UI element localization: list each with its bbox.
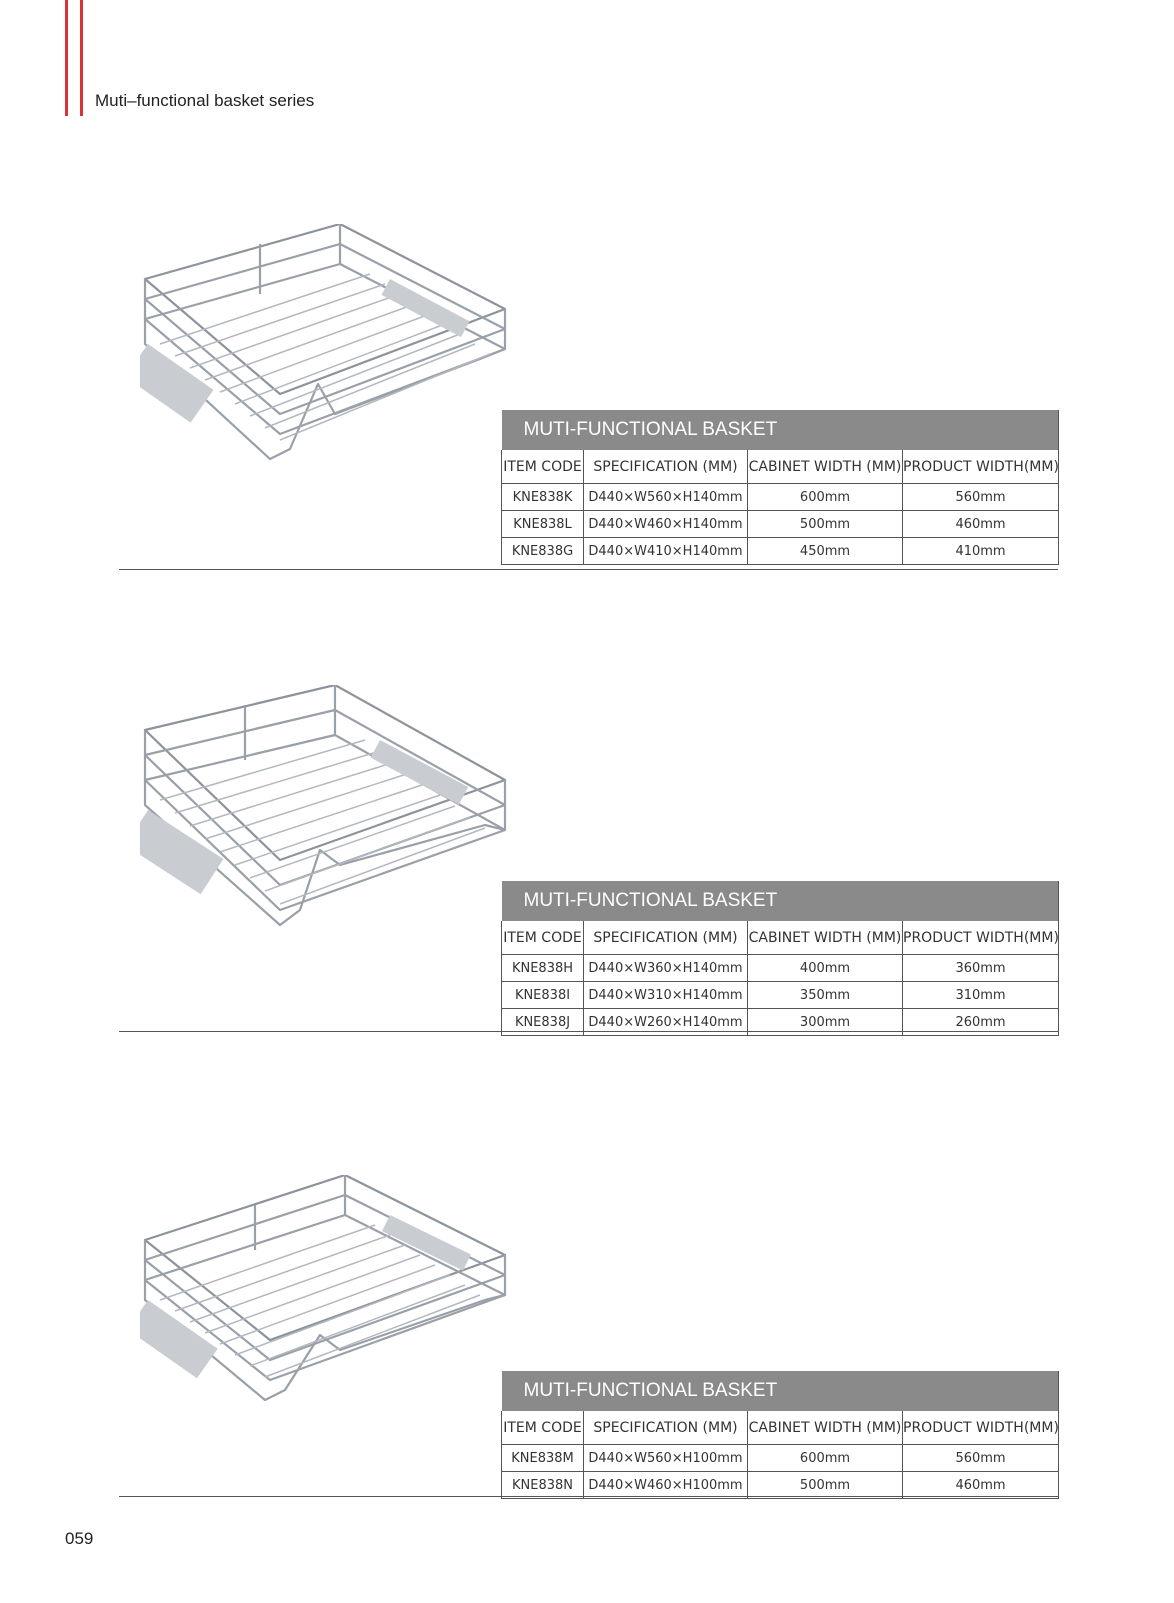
specification-cell: D440×W460×H100mm xyxy=(584,1472,748,1499)
item-code-cell: KNE838M xyxy=(502,1445,584,1472)
cabinet-width-cell: 600mm xyxy=(748,484,903,511)
cabinet-width-cell: 600mm xyxy=(748,1445,903,1472)
item-code-cell: KNE838N xyxy=(502,1472,584,1499)
column-header-cabinet-width: CABINET WIDTH (MM) xyxy=(748,1411,903,1445)
column-header-specification: SPECIFICATION (MM) xyxy=(584,450,748,484)
column-header-item-code: ITEM CODE xyxy=(502,1411,584,1445)
table-row xyxy=(502,1445,1059,1472)
specification-cell: D440×W360×H140mm xyxy=(584,955,748,982)
section-divider xyxy=(119,1496,1058,1497)
product-width-cell: 260mm xyxy=(903,1009,1059,1036)
column-header-item-code: ITEM CODE xyxy=(502,450,584,484)
cabinet-width-cell: 450mm xyxy=(748,538,903,565)
cabinet-width-cell: 500mm xyxy=(748,511,903,538)
table-row xyxy=(502,982,1059,1009)
table-title: MUTI-FUNCTIONAL BASKET xyxy=(502,881,1059,921)
column-header-item-code: ITEM CODE xyxy=(502,921,584,955)
specification-cell: D440×W260×H140mm xyxy=(584,1009,748,1036)
wire-basket-image xyxy=(140,224,514,474)
item-code-cell: KNE838I xyxy=(502,982,584,1009)
table-row xyxy=(502,538,1059,565)
column-header-specification: SPECIFICATION (MM) xyxy=(584,1411,748,1445)
product-width-cell: 460mm xyxy=(903,511,1059,538)
table-row xyxy=(502,484,1059,511)
specification-cell: D440×W560×H100mm xyxy=(584,1445,748,1472)
basket-floor-wires xyxy=(160,274,490,440)
accent-stripe-right xyxy=(80,0,83,116)
column-header-cabinet-width: CABINET WIDTH (MM) xyxy=(748,921,903,955)
table-title: MUTI-FUNCTIONAL BASKET xyxy=(502,1371,1059,1411)
spec-table xyxy=(501,881,1059,1036)
cabinet-width-cell: 400mm xyxy=(748,955,903,982)
product-width-cell: 460mm xyxy=(903,1472,1059,1499)
cabinet-width-cell: 300mm xyxy=(748,1009,903,1036)
column-header-specification: SPECIFICATION (MM) xyxy=(584,921,748,955)
specification-cell: D440×W410×H140mm xyxy=(584,538,748,565)
table-row xyxy=(502,1472,1059,1499)
page-number: 059 xyxy=(65,1529,94,1548)
table-title: MUTI-FUNCTIONAL BASKET xyxy=(502,410,1059,450)
runner-slide-left xyxy=(140,1300,218,1378)
product-width-cell: 410mm xyxy=(903,538,1059,565)
accent-stripe-left xyxy=(65,0,68,116)
item-code-cell: KNE838H xyxy=(502,955,584,982)
column-header-product-width: PRODUCT WIDTH(MM) xyxy=(903,450,1059,484)
specification-cell: D440×W560×H140mm xyxy=(584,484,748,511)
column-header-product-width: PRODUCT WIDTH(MM) xyxy=(903,1411,1059,1445)
column-header-product-width: PRODUCT WIDTH(MM) xyxy=(903,921,1059,955)
section-divider xyxy=(119,1031,1058,1032)
runner-slide-left xyxy=(140,810,223,894)
product-width-cell: 360mm xyxy=(903,955,1059,982)
runner-slide-right xyxy=(371,740,469,805)
item-code-cell: KNE838K xyxy=(502,484,584,511)
cabinet-width-cell: 350mm xyxy=(748,982,903,1009)
product-width-cell: 310mm xyxy=(903,982,1059,1009)
spec-table xyxy=(501,410,1059,565)
section-divider xyxy=(119,569,1058,570)
wire-basket-image xyxy=(140,685,514,935)
series-title: Muti–functional basket series xyxy=(95,91,315,110)
product-width-cell: 560mm xyxy=(903,484,1059,511)
cabinet-width-cell: 500mm xyxy=(748,1472,903,1499)
item-code-cell: KNE838G xyxy=(502,538,584,565)
table-row xyxy=(502,955,1059,982)
runner-slide-right xyxy=(382,1215,471,1271)
wire-basket-image xyxy=(140,1175,514,1425)
item-code-cell: KNE838J xyxy=(502,1009,584,1036)
specification-cell: D440×W310×H140mm xyxy=(584,982,748,1009)
specification-cell: D440×W460×H140mm xyxy=(584,511,748,538)
column-header-cabinet-width: CABINET WIDTH (MM) xyxy=(748,450,903,484)
spec-table xyxy=(501,1371,1059,1499)
item-code-cell: KNE838L xyxy=(502,511,584,538)
table-row xyxy=(502,511,1059,538)
product-width-cell: 560mm xyxy=(903,1445,1059,1472)
